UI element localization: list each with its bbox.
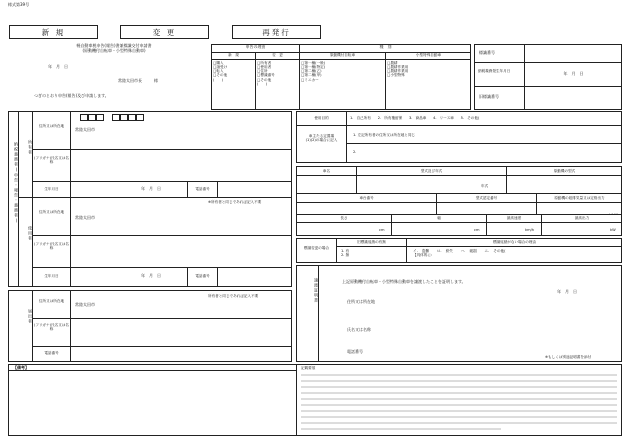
notifier-group-label: 届出者 [9,291,33,362]
user-phone-label: 電話番号 [188,268,218,287]
reason-title: 申告の理由 [212,45,300,53]
place-option-2[interactable]: 2. [353,150,357,154]
maker-label: 車名 [297,167,357,176]
user-phone-field[interactable] [218,268,292,287]
max-output-field[interactable]: kW [610,228,616,232]
dimensions-section [296,214,622,236]
title-line-2: (原動機付自転車・小型特殊自動車) [82,47,146,53]
plate-info-box [474,44,622,110]
new-label: 新 規 [41,28,66,37]
max-speed-label: 最高速度 [487,215,542,223]
notifier-address-label: 住所又は所在地 [33,291,71,319]
usage-section [296,111,622,163]
transfer-group-label: 譲渡証明書 [297,266,319,362]
place-label: 車主たる定置場 (1)(2)の場合に記入 [297,126,347,163]
notifier-name-label: (フリガナ)氏名又は名称 [33,319,71,347]
tax-start-date[interactable]: 年 月 日 [525,63,622,87]
notifier-address-field[interactable]: 常陸太田市 [71,291,292,319]
owner-name-field[interactable] [71,150,292,182]
max-output-label: 最高出力 [542,215,622,223]
model-field[interactable]: 年式 [357,176,507,194]
transfer-name-label: 氏名又は名称 [347,327,371,332]
taxpayer-group-label: 納税義務者(申告・報告・義務者) [9,112,19,287]
notifier-name-field[interactable] [71,319,292,347]
plate-return-label: 旧標識返納の有無 [337,239,407,247]
reason-change-title: 変 更 [256,53,300,60]
user-address-label: 住所又は所在地 [33,198,71,236]
taxpayer-section [8,111,292,287]
notifier-section [8,290,292,362]
plate-number-field[interactable] [525,45,622,63]
width-label: 幅 [392,215,487,223]
reissue-button[interactable] [232,25,321,39]
transfer-text: 上記原動機付自転車・小型特殊自動車を譲渡したことを証明します。 [342,279,466,284]
transfer-date[interactable]: 年 月 日 [557,289,577,294]
user-birth-label: 生年月日 [33,268,71,287]
transfer-phone-label: 電話番号 [347,349,363,354]
change-button[interactable] [120,25,209,39]
plate-return-options[interactable]: 1. 有 2. 無 [337,247,407,263]
special-vehicle-options[interactable]: □農耕 □農耕作業用 □農耕作業用 □小型特殊 [387,61,409,78]
same-as-owner-note: ※所有者と同じであれば記入不要 [208,200,262,204]
old-plate-field[interactable] [525,87,622,110]
owner-name-label: (フリガナ)氏名又は名称 [33,150,71,182]
plate-reason-options[interactable]: イ. 盗難 ロ. 紛失 ハ. 破損 ニ. その他( 【具体的に: [413,249,506,258]
transfer-address-label: 住所又は所在地 [347,299,375,304]
user-address-field[interactable]: 常陸太田市 [71,198,292,236]
plate-change-label: 標識変更の場合 [297,239,337,263]
form-title [24,44,204,53]
plate-reason-label: 標識返納がない場合の理由 [407,239,622,247]
user-name-label: (フリガナ)氏名又は名称 [33,236,71,268]
max-speed-field[interactable]: km/h [487,223,542,236]
fine-print-notes [301,373,619,435]
form-number: 様式第39号 [8,2,30,7]
reason-new-options[interactable]: □購入 □譲受け □転入 □その他 ( ) [212,60,256,110]
remarks-field[interactable] [9,371,297,436]
usage-title: 使用目的 [297,112,347,126]
reason-new-title: 新 規 [212,53,256,60]
notifier-phone-field[interactable] [71,347,292,362]
frame-no-label: 車台番号 [297,194,437,203]
user-label: 使用者 [19,198,33,287]
moped-title: 原動機付自転車 [300,53,386,60]
new-button[interactable] [9,25,98,39]
moped-options[interactable]: □第一種(一般) □第一種(特定) □第二種(乙) □第二種(甲) □ミニカー [300,60,386,110]
plate-change-section [296,238,622,263]
transfer-section [296,265,622,362]
owner-phone-field[interactable] [218,182,292,198]
owner-address-label: 住所又は所在地 [33,112,71,150]
reason-category-table [211,44,471,110]
category-title: 種 別 [300,45,471,53]
remarks-section [8,364,622,436]
notes-title: 記載要領 [301,366,316,370]
displacement-label: 原動機の総排気量又は定格出力 [537,194,622,203]
engine-type-label: 原動機の型式 [507,167,622,176]
tax-start-label: 納税義務発生年月日 [475,63,525,87]
engine-type-field[interactable] [507,176,622,194]
owner-birth-field[interactable]: 年 月 日 [71,182,188,198]
plate-number-label: 標識番号 [475,45,525,63]
reissue-label: 再発行 [262,28,291,37]
reason-change-options[interactable]: □所有者 □使用者 □住所 □標識番号 □その他 ( ) [256,60,300,110]
model-cert-label: 型式認定番号 [437,194,537,203]
width-field[interactable]: cm [392,223,487,236]
length-field[interactable]: cm [297,223,392,236]
user-name-field[interactable] [71,236,292,268]
header-date: 年 月 日 [48,64,68,69]
title-line-1: 軽自動車税申告(報告)書兼標識交付申請書 [76,43,152,48]
declaration-note: つぎのとおり申告(報告)及び申請します。 [34,93,109,98]
remarks-label: 【備考】 [13,365,29,370]
owner-address-field[interactable]: 常陸太田市 [71,112,292,150]
user-birth-field[interactable]: 年 月 日 [71,268,188,287]
transfer-footer: ※もしくは別途証明書を添付 [545,355,592,359]
notifier-phone-label: 電話番号 [33,347,71,362]
notifier-note: 所有者と同じであれば記入不要 [208,294,259,298]
usage-options[interactable]: 1. 自己所有 2. 所有権留保 3. 商品車 4. リース車 5. その他( [347,112,622,126]
length-label: 長さ [297,215,392,223]
owner-label: 所有者 [19,112,33,198]
old-plate-label: 旧標識番号 [475,87,525,110]
model-label: 型式及び年式 [357,167,507,176]
maker-field[interactable] [297,176,357,194]
change-label: 変 更 [152,28,177,37]
place-option-1[interactable]: 1. 左記所有者の住所又は所在地と同じ [347,126,622,144]
owner-phone-label: 電話番号 [188,182,218,198]
owner-birth-label: 生年月日 [33,182,71,198]
addressee: 常陸太田市長 様 [118,78,158,83]
special-vehicle-title: 小型特殊自動車 [386,53,471,60]
